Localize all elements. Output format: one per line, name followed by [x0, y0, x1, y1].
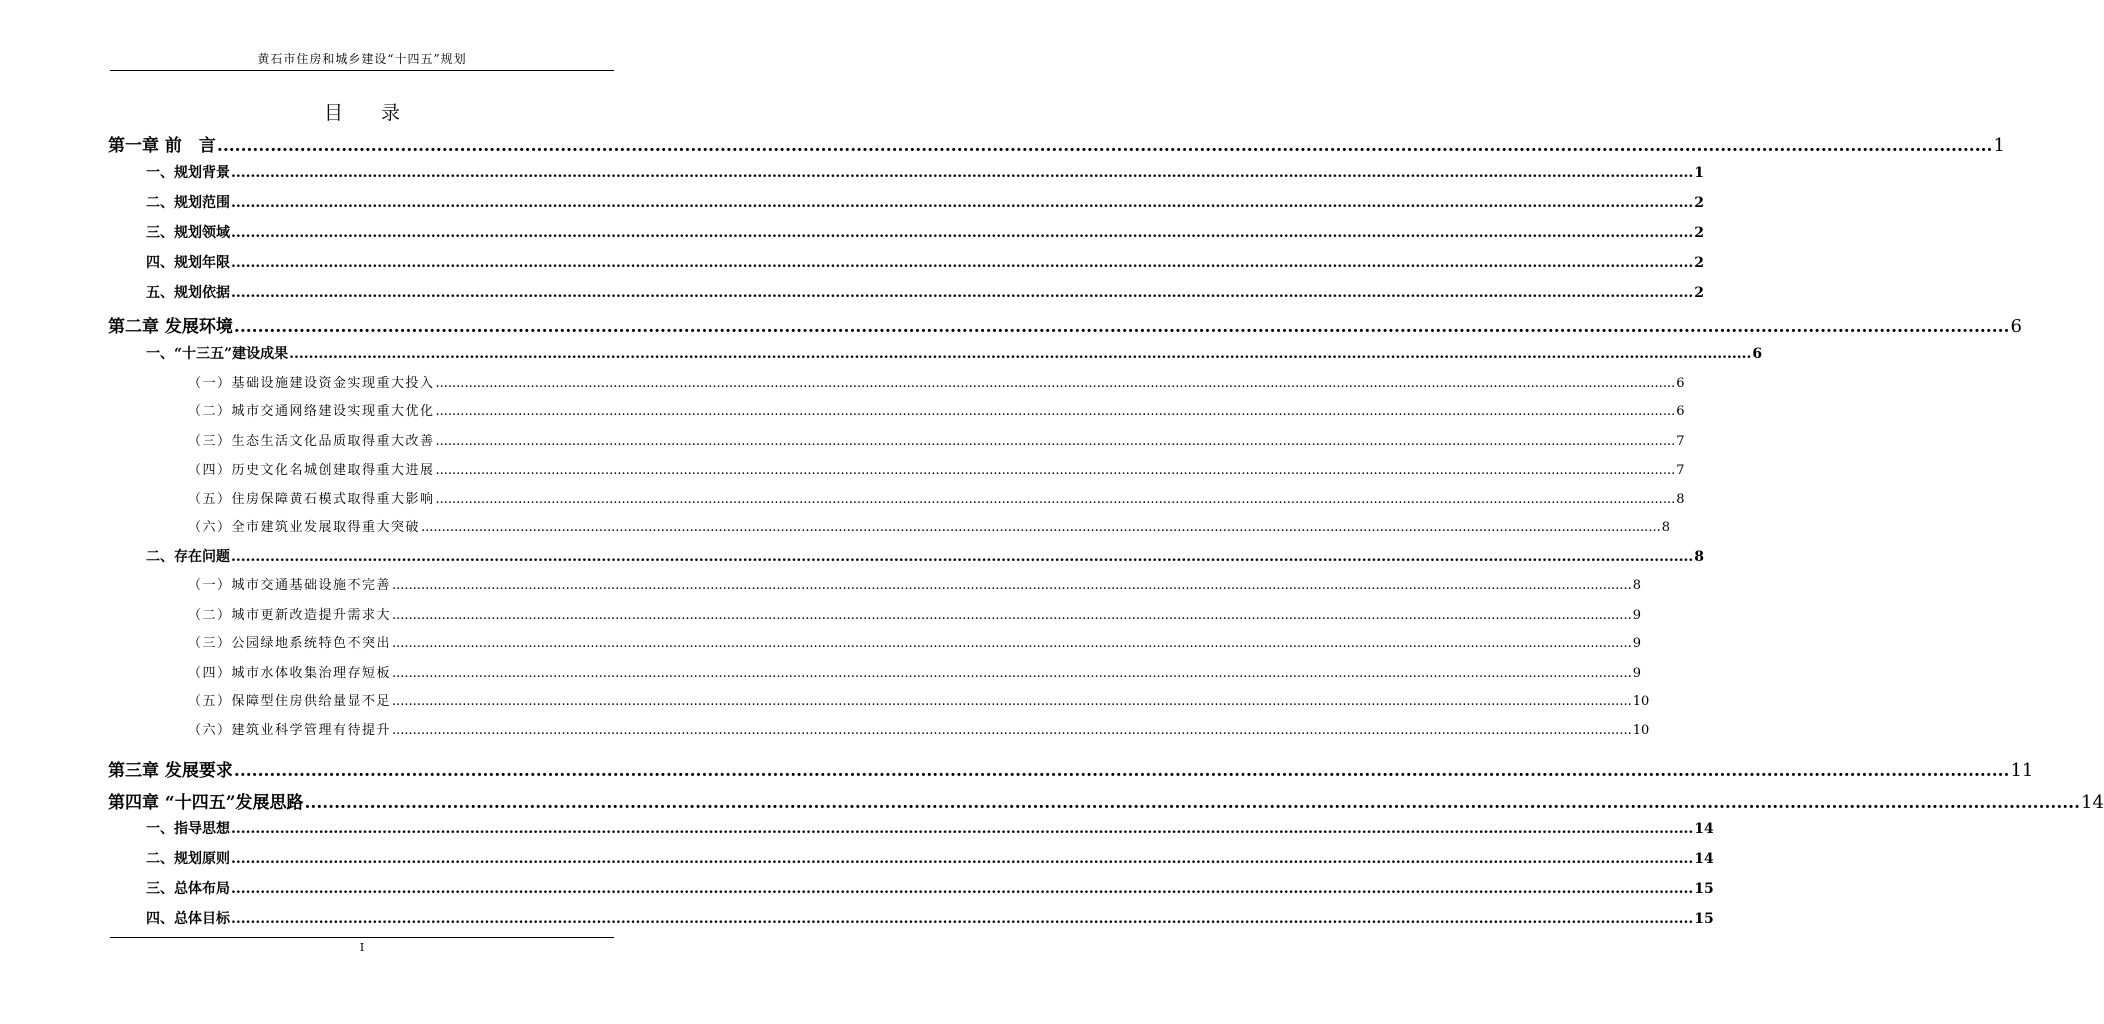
toc-entry[interactable] [188, 430, 1685, 449]
toc-entry-page: 8 [1694, 549, 1704, 565]
toc-leader-dots: ............................................................................................................................................................................................................................................................................................................ [231, 881, 1694, 897]
toc-entry-page: 9 [1632, 636, 1641, 651]
toc-entry-label: （四）历史文化名城创建取得重大进展 [188, 463, 435, 478]
toc-entry-label: 第四章 “十四五”发展思路 [108, 793, 304, 813]
toc-entry-page: 14 [2081, 792, 2104, 813]
toc-entry-page: 7 [1676, 463, 1685, 478]
toc-leader-dots: ............................................................................................................................................................................................................................................................................................................ [231, 165, 1694, 181]
toc-entry-label: 一、规划背景 [146, 165, 230, 181]
toc-entry-page: 14 [1694, 851, 1714, 867]
toc-entry[interactable] [146, 282, 1704, 302]
toc-entry-label: 四、总体目标 [146, 911, 230, 927]
toc-entry-label: （一）基础设施建设资金实现重大投入 [188, 376, 435, 391]
toc-entry-label: （二）城市交通网络建设实现重大优化 [188, 404, 435, 419]
toc-entry-label: 第一章 前 言 [108, 136, 216, 156]
toc-entry-page: 2 [1694, 255, 1704, 271]
toc-leader-dots: ............................................................................................................................................................................................................................................................................................................ [233, 761, 2010, 781]
toc-leader-dots: ............................................................................................................................................................................................................................................................................................................ [435, 404, 1676, 419]
toc-leader-dots: ............................................................................................................................................................................................................................................................................................................ [231, 549, 1694, 565]
toc-entry-page: 8 [1661, 520, 1670, 535]
toc-entry[interactable] [108, 312, 2022, 337]
toc-leader-dots: ............................................................................................................................................................................................................................................................................................................ [231, 255, 1694, 271]
toc-entry[interactable] [146, 908, 1714, 928]
toc-entry-page: 14 [1694, 821, 1714, 837]
toc-entry[interactable] [188, 574, 1641, 593]
toc-entry[interactable] [188, 690, 1650, 709]
toc-leader-dots: ............................................................................................................................................................................................................................................................................................................ [216, 136, 1993, 156]
toc-entry[interactable] [188, 662, 1641, 681]
toc-entry[interactable] [108, 131, 2005, 156]
toc-leader-dots: ............................................................................................................................................................................................................................................................................................................ [233, 317, 2010, 337]
toc-leader-dots: ............................................................................................................................................................................................................................................................................................................ [231, 285, 1694, 301]
toc-entry-label: （三）生态生活文化品质取得重大改善 [188, 434, 435, 449]
toc-entry-page: 11 [2010, 760, 2034, 781]
toc-entry-page: 2 [1694, 285, 1704, 301]
toc-entry[interactable] [146, 848, 1714, 868]
toc-entry-page: 10 [1632, 694, 1650, 709]
toc-leader-dots: ............................................................................................................................................................................................................................................................................................................ [435, 434, 1676, 449]
toc-entry-page: 2 [1694, 225, 1704, 241]
toc-leader-dots: ............................................................................................................................................................................................................................................................................................................ [435, 463, 1676, 478]
toc-leader-dots: ............................................................................................................................................................................................................................................................................................................ [392, 694, 1632, 709]
toc-leader-dots: ............................................................................................................................................................................................................................................................................................................ [231, 821, 1694, 837]
toc-entry[interactable] [188, 488, 1685, 507]
toc-leader-dots: ............................................................................................................................................................................................................................................................................................................ [231, 851, 1694, 867]
toc-title: 目 录 [323, 102, 417, 124]
toc-entry-label: （六）全市建筑业发展取得重大突破 [188, 520, 421, 535]
toc-entry-page: 6 [1676, 404, 1685, 419]
toc-entry[interactable] [188, 459, 1685, 478]
toc-leader-dots: ............................................................................................................................................................................................................................................................................................................ [392, 608, 1632, 623]
toc-entry-page: 8 [1632, 578, 1641, 593]
toc-entry-page: 2 [1694, 195, 1704, 211]
toc-entry-page: 6 [1752, 346, 1763, 362]
toc-leader-dots: ............................................................................................................................................................................................................................................................................................................ [392, 723, 1632, 738]
toc-entry[interactable] [146, 252, 1704, 272]
toc-entry-label: 一、指导思想 [146, 821, 230, 837]
toc-leader-dots: ............................................................................................................................................................................................................................................................................................................ [231, 225, 1694, 241]
toc-entry-label: （五）保障型住房供给量显不足 [188, 694, 392, 709]
toc-entry-label: 第三章 发展要求 [108, 761, 233, 781]
toc-entry-label: （四）城市水体收集治理存短板 [188, 666, 392, 681]
toc-entry-page: 15 [1694, 881, 1714, 897]
toc-entry[interactable] [188, 604, 1641, 623]
footer-rule [110, 937, 614, 938]
toc-entry-label: 五、规划依据 [146, 285, 230, 301]
toc-entry[interactable] [188, 516, 1670, 535]
toc-entry-page: 15 [1694, 911, 1714, 927]
toc-leader-dots: ............................................................................................................................................................................................................................................................................................................ [421, 520, 1661, 535]
toc-leader-dots: ............................................................................................................................................................................................................................................................................................................ [231, 195, 1694, 211]
toc-entry[interactable] [188, 719, 1650, 738]
toc-entry[interactable] [146, 162, 1704, 182]
toc-entry[interactable] [146, 818, 1714, 838]
toc-entry[interactable] [108, 788, 2104, 813]
toc-leader-dots: ............................................................................................................................................................................................................................................................................................................ [231, 911, 1694, 927]
toc-entry[interactable] [188, 400, 1685, 419]
toc-entry-page: 6 [2010, 316, 2022, 337]
toc-entry-label: 一、“十三五”建设成果 [146, 346, 289, 362]
toc-entry-label: 四、规划年限 [146, 255, 230, 271]
toc-entry-page: 9 [1632, 608, 1641, 623]
toc-entry-page: 7 [1676, 434, 1685, 449]
toc-entry[interactable] [188, 372, 1685, 391]
toc-entry-label: （六）建筑业科学管理有待提升 [188, 723, 392, 738]
toc-entry-label: 二、存在问题 [146, 549, 230, 565]
toc-entry[interactable] [146, 878, 1714, 898]
toc-entry-page: 9 [1632, 666, 1641, 681]
toc-leader-dots: ............................................................................................................................................................................................................................................................................................................ [392, 578, 1632, 593]
toc-entry-label: 三、总体布局 [146, 881, 230, 897]
toc-entry-page: 8 [1676, 492, 1685, 507]
toc-entry-label: （一）城市交通基础设施不完善 [188, 578, 392, 593]
toc-leader-dots: ............................................................................................................................................................................................................................................................................................................ [289, 346, 1752, 362]
toc-entry-page: 10 [1632, 723, 1650, 738]
toc-entry[interactable] [108, 756, 2034, 781]
toc-leader-dots: ............................................................................................................................................................................................................................................................................................................ [392, 636, 1632, 651]
toc-entry-label: （三）公园绿地系统特色不突出 [188, 636, 392, 651]
toc-entry-page: 1 [1993, 135, 2005, 156]
toc-entry-label: 二、规划原则 [146, 851, 230, 867]
toc-entry-page: 6 [1676, 376, 1685, 391]
toc-entry[interactable] [146, 192, 1704, 212]
toc-entry-label: （二）城市更新改造提升需求大 [188, 608, 392, 623]
toc-entry[interactable] [188, 632, 1641, 651]
page-number: I [359, 941, 365, 954]
toc-entry-label: （五）住房保障黄石模式取得重大影响 [188, 492, 435, 507]
toc-entry-label: 第二章 发展环境 [108, 317, 233, 337]
toc-entry-label: 二、规划范围 [146, 195, 230, 211]
page-header: 黄石市住房和城乡建设“十四五”规划 [257, 52, 467, 66]
toc-entry[interactable] [146, 546, 1704, 566]
toc-leader-dots: ............................................................................................................................................................................................................................................................................................................ [304, 793, 2081, 813]
toc-leader-dots: ............................................................................................................................................................................................................................................................................................................ [435, 376, 1676, 391]
toc-entry-page: 1 [1694, 165, 1704, 181]
toc-entry-label: 三、规划领域 [146, 225, 230, 241]
toc-leader-dots: ............................................................................................................................................................................................................................................................................................................ [392, 666, 1632, 681]
toc-entry[interactable] [146, 222, 1704, 242]
toc-leader-dots: ............................................................................................................................................................................................................................................................................................................ [435, 492, 1676, 507]
toc-entry[interactable] [146, 343, 1763, 363]
